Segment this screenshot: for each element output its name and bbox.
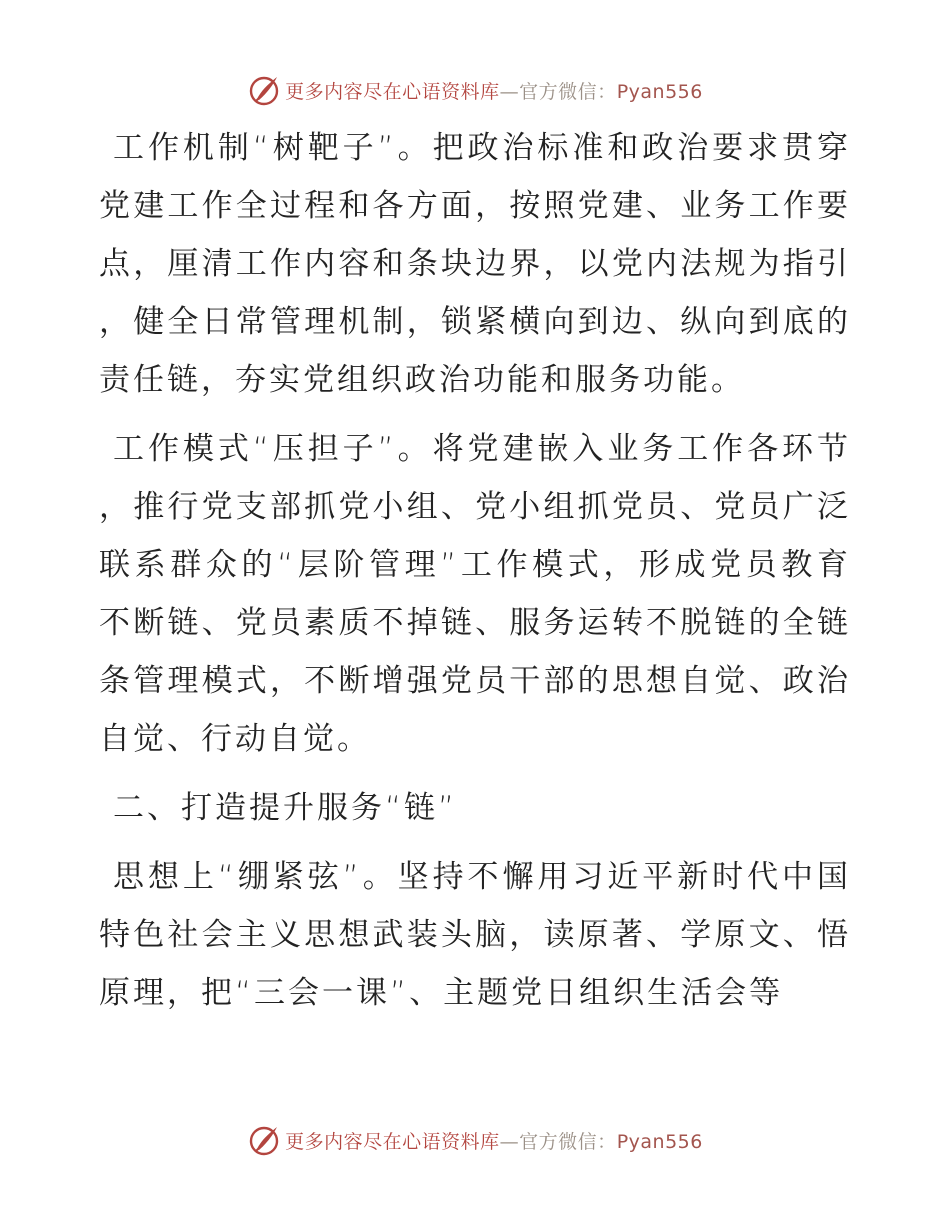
quill-logo-icon xyxy=(247,73,281,107)
paragraph-thought: 思想上“绷紧弦”。坚持不懈用习近平新时代中国特色社会主义思想武装头脑，读原著、学原文、悟原理，把“三会一课”、主题党日组织生活会等 xyxy=(99,859,851,1011)
quill-logo-icon xyxy=(247,1123,281,1157)
header-watermark xyxy=(0,70,950,110)
watermark-trail: —官方微信： xyxy=(499,1130,617,1153)
watermark-lead: 更多内容尽在心语资料库 xyxy=(285,1130,500,1153)
watermark-text xyxy=(285,1127,703,1154)
document-body xyxy=(99,119,851,1022)
paragraph-work-mechanism: 工作机制“树靶子”。把政治标准和政治要求贯穿党建工作全过程和各方面，按照党建、业务工作要点，厘清工作内容和条块边界，以党内法规为指引，健全日常管理机制，锁紧横向到边、纵向到底的责任链，夯实党组织政治功能和服务功能。 xyxy=(99,130,851,398)
watermark-trail: —官方微信： xyxy=(499,80,617,103)
watermark-code: Pyan556 xyxy=(616,1130,703,1153)
footer-watermark xyxy=(0,1120,950,1160)
watermark-text xyxy=(285,77,703,104)
section-heading: 二、打造提升服务“链” xyxy=(113,790,458,826)
watermark-code: Pyan556 xyxy=(616,80,703,103)
paragraph-work-mode: 工作模式“压担子”。将党建嵌入业务工作各环节，推行党支部抓党小组、党小组抓党员、党员广泛联系群众的“层阶管理”工作模式，形成党员教育不断链、党员素质不掉链、服务运转不脱链的全链条管理模式，不断增强党员干部的思想自觉、政治自觉、行动自觉。 xyxy=(99,431,851,757)
watermark-lead: 更多内容尽在心语资料库 xyxy=(285,80,500,103)
